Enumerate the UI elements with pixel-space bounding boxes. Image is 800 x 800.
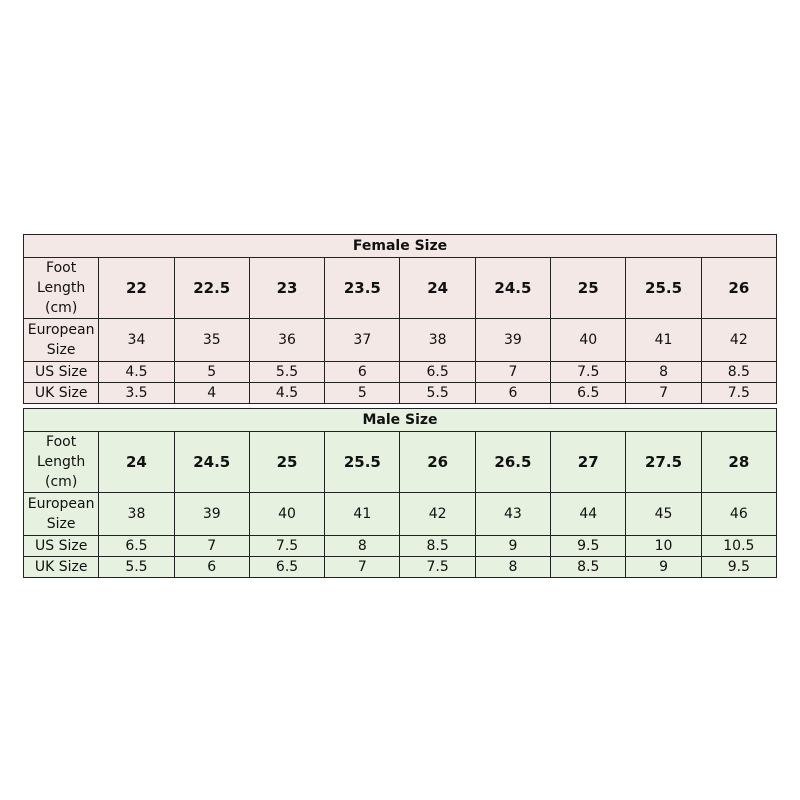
male-uk-cell: 9 bbox=[626, 557, 701, 578]
female-us-cell: 7 bbox=[475, 362, 550, 383]
female-us-cell: 5.5 bbox=[249, 362, 324, 383]
male-uk-cell: 8 bbox=[475, 557, 550, 578]
male-european-cell: 46 bbox=[701, 493, 776, 536]
male-uk-cell: 5.5 bbox=[99, 557, 174, 578]
female-european-cell: 38 bbox=[400, 319, 475, 362]
male-uk-cell: 9.5 bbox=[701, 557, 776, 578]
male-uk-cell: 6.5 bbox=[249, 557, 324, 578]
female-european-cell: 34 bbox=[99, 319, 174, 362]
male-us-cell: 8.5 bbox=[400, 536, 475, 557]
female-foot-length-cell: 23 bbox=[249, 258, 324, 319]
male-foot-length-cell: 24.5 bbox=[174, 432, 249, 493]
male-foot-length-cell: 26 bbox=[400, 432, 475, 493]
male-us-cell: 9 bbox=[475, 536, 550, 557]
male-foot-length-cell: 25.5 bbox=[325, 432, 400, 493]
female-european-cell: 37 bbox=[325, 319, 400, 362]
male-us-cell: 7.5 bbox=[249, 536, 324, 557]
male-uk-cell: 7 bbox=[325, 557, 400, 578]
female-us-cell: 8 bbox=[626, 362, 701, 383]
male-foot-length-cell: 27.5 bbox=[626, 432, 701, 493]
female-uk-cell: 4.5 bbox=[249, 383, 324, 404]
female-us-row bbox=[24, 362, 777, 383]
male-european-cell: 43 bbox=[475, 493, 550, 536]
male-european-cell: 38 bbox=[99, 493, 174, 536]
male-foot-length-cell: 28 bbox=[701, 432, 776, 493]
female-foot-length-row bbox=[24, 258, 777, 319]
female-foot-length-cell: 23.5 bbox=[325, 258, 400, 319]
female-uk-cell: 5 bbox=[325, 383, 400, 404]
male-us-cell: 7 bbox=[174, 536, 249, 557]
male-european-cell: 39 bbox=[174, 493, 249, 536]
male-uk-cell: 6 bbox=[174, 557, 249, 578]
female-uk-cell: 7.5 bbox=[701, 383, 776, 404]
row-label-foot-length: Foot Length (cm) bbox=[24, 432, 99, 493]
male-european-cell: 44 bbox=[551, 493, 626, 536]
female-us-cell: 8.5 bbox=[701, 362, 776, 383]
female-uk-cell: 4 bbox=[174, 383, 249, 404]
male-us-cell: 9.5 bbox=[551, 536, 626, 557]
female-uk-cell: 5.5 bbox=[400, 383, 475, 404]
row-label-european-size: European Size bbox=[24, 319, 99, 362]
female-us-cell: 4.5 bbox=[99, 362, 174, 383]
male-us-row bbox=[24, 536, 777, 557]
male-foot-length-cell: 25 bbox=[249, 432, 324, 493]
female-european-cell: 40 bbox=[551, 319, 626, 362]
male-foot-length-cell: 24 bbox=[99, 432, 174, 493]
female-uk-row bbox=[24, 383, 777, 404]
female-foot-length-cell: 22.5 bbox=[174, 258, 249, 319]
male-european-cell: 42 bbox=[400, 493, 475, 536]
female-european-cell: 36 bbox=[249, 319, 324, 362]
female-uk-cell: 6.5 bbox=[551, 383, 626, 404]
row-label-us-size: US Size bbox=[24, 362, 99, 383]
male-european-cell: 40 bbox=[249, 493, 324, 536]
female-title-row bbox=[24, 235, 777, 258]
female-uk-cell: 3.5 bbox=[99, 383, 174, 404]
row-label-european-size: European Size bbox=[24, 493, 99, 536]
male-size-table bbox=[23, 408, 777, 578]
female-foot-length-cell: 25 bbox=[551, 258, 626, 319]
female-size-table bbox=[23, 234, 777, 404]
row-label-foot-length: Foot Length (cm) bbox=[24, 258, 99, 319]
female-table-title: Female Size bbox=[24, 235, 777, 258]
female-us-cell: 6 bbox=[325, 362, 400, 383]
male-european-cell: 41 bbox=[325, 493, 400, 536]
male-european-cell: 45 bbox=[626, 493, 701, 536]
female-european-row bbox=[24, 319, 777, 362]
female-us-cell: 7.5 bbox=[551, 362, 626, 383]
male-us-cell: 10.5 bbox=[701, 536, 776, 557]
male-foot-length-cell: 26.5 bbox=[475, 432, 550, 493]
male-foot-length-row bbox=[24, 432, 777, 493]
male-table-title: Male Size bbox=[24, 409, 777, 432]
male-title-row bbox=[24, 409, 777, 432]
male-us-cell: 8 bbox=[325, 536, 400, 557]
female-uk-cell: 7 bbox=[626, 383, 701, 404]
female-foot-length-cell: 26 bbox=[701, 258, 776, 319]
male-us-cell: 6.5 bbox=[99, 536, 174, 557]
male-uk-cell: 7.5 bbox=[400, 557, 475, 578]
female-foot-length-cell: 22 bbox=[99, 258, 174, 319]
female-european-cell: 39 bbox=[475, 319, 550, 362]
row-label-uk-size: UK Size bbox=[24, 383, 99, 404]
female-european-cell: 42 bbox=[701, 319, 776, 362]
female-us-cell: 6.5 bbox=[400, 362, 475, 383]
row-label-uk-size: UK Size bbox=[24, 557, 99, 578]
female-foot-length-cell: 24.5 bbox=[475, 258, 550, 319]
male-uk-row bbox=[24, 557, 777, 578]
female-foot-length-cell: 24 bbox=[400, 258, 475, 319]
row-label-us-size: US Size bbox=[24, 536, 99, 557]
male-foot-length-cell: 27 bbox=[551, 432, 626, 493]
female-uk-cell: 6 bbox=[475, 383, 550, 404]
female-foot-length-cell: 25.5 bbox=[626, 258, 701, 319]
female-us-cell: 5 bbox=[174, 362, 249, 383]
male-us-cell: 10 bbox=[626, 536, 701, 557]
male-uk-cell: 8.5 bbox=[551, 557, 626, 578]
female-european-cell: 35 bbox=[174, 319, 249, 362]
male-european-row bbox=[24, 493, 777, 536]
female-european-cell: 41 bbox=[626, 319, 701, 362]
